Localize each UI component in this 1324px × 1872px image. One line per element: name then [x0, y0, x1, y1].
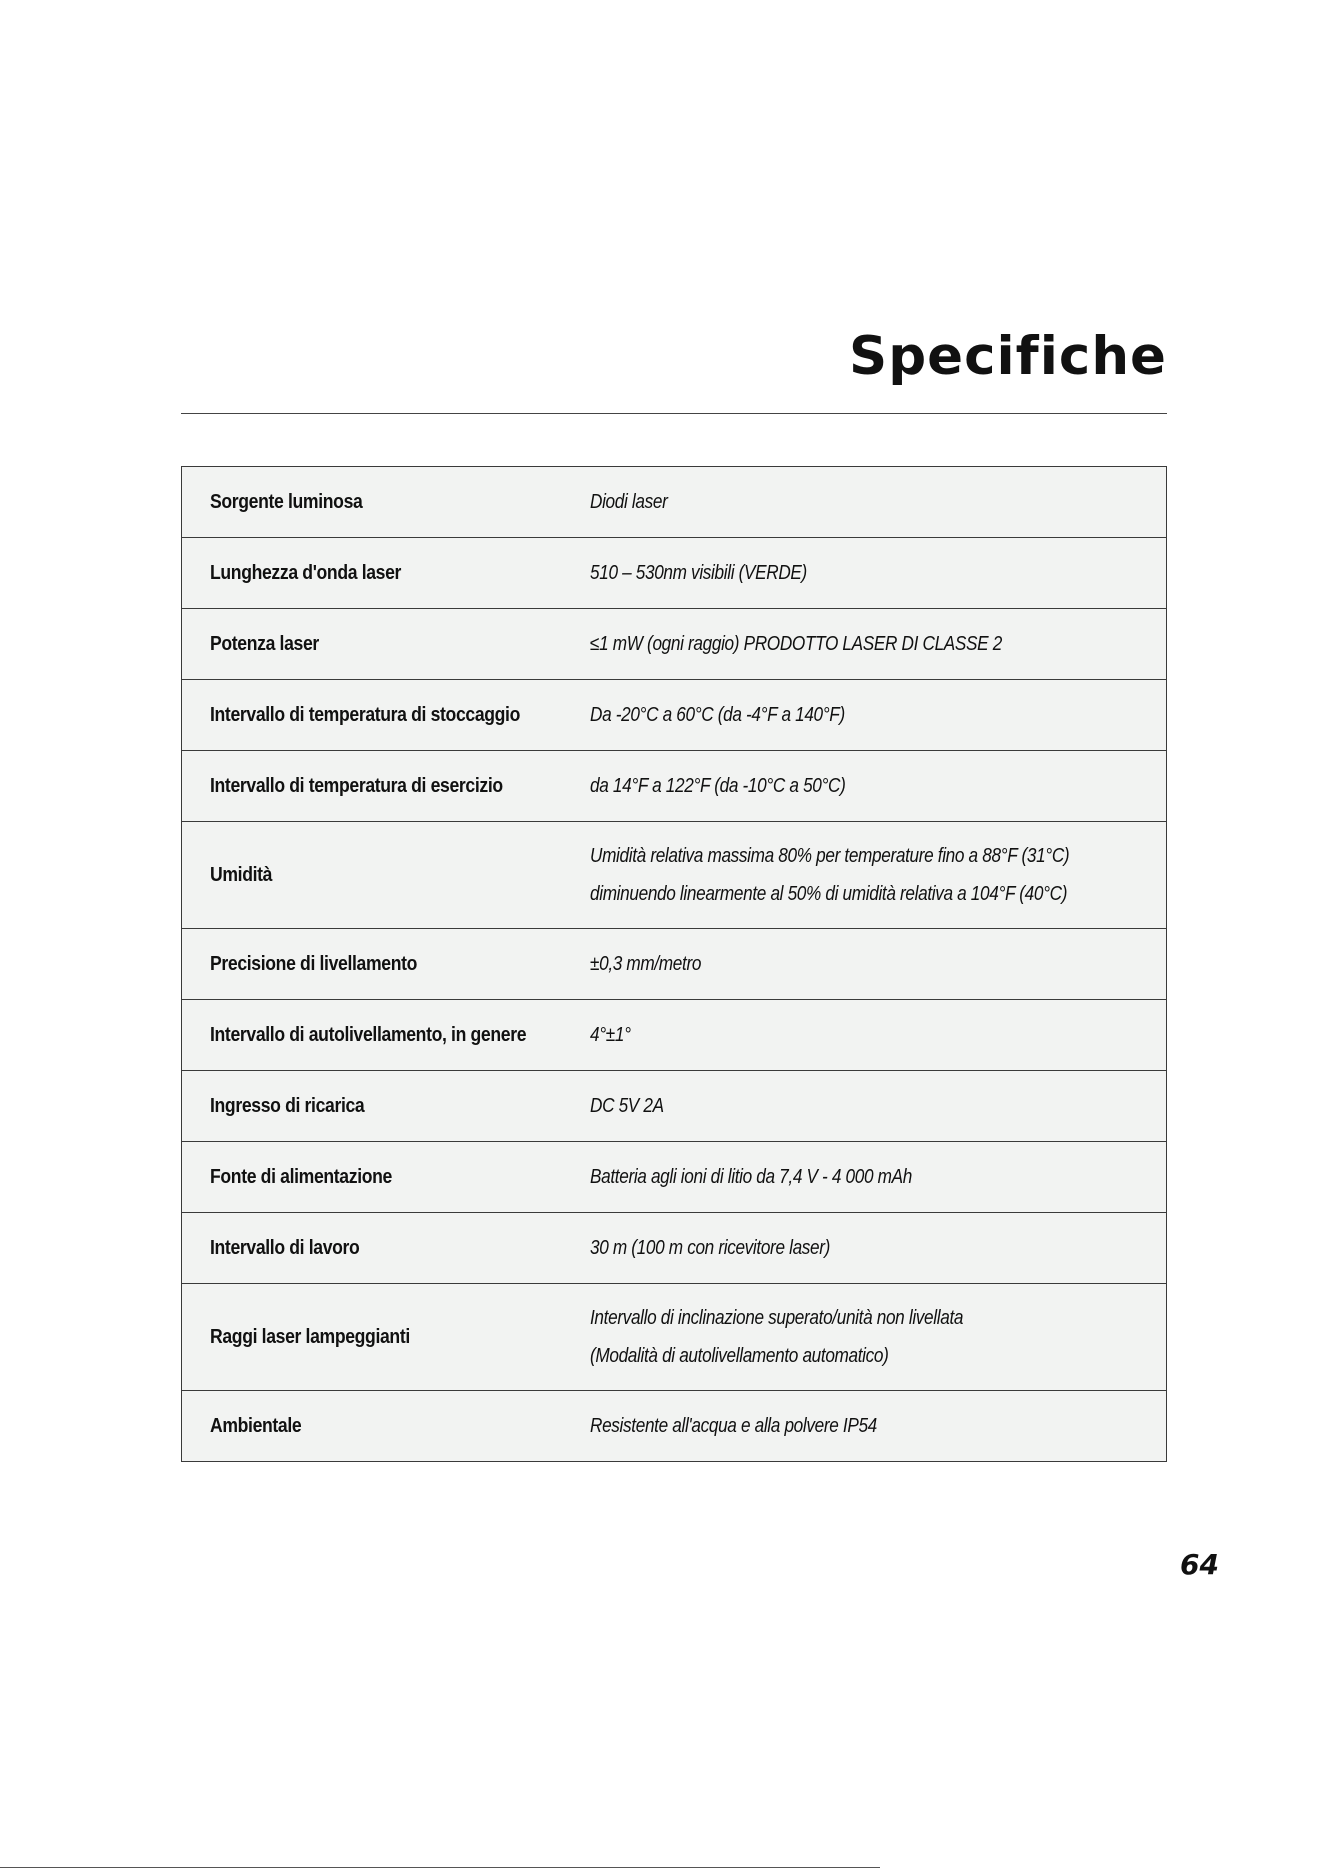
- spec-label-cell: [182, 1391, 591, 1462]
- spec-label: Ingresso di ricarica: [210, 1094, 365, 1117]
- spec-label: Sorgente luminosa: [210, 490, 363, 513]
- spec-label-cell: [182, 538, 591, 609]
- spec-value-line: diminuendo linearmente al 50% di umidità relativa a 104°F (40°C): [590, 883, 1068, 905]
- spec-row: [182, 1000, 1167, 1071]
- spec-row: [182, 1391, 1167, 1462]
- title-divider: [181, 413, 1167, 414]
- spec-label-cell: [182, 467, 591, 538]
- spec-value-cell: [590, 1142, 1167, 1213]
- spec-label: Lunghezza d'onda laser: [210, 561, 402, 584]
- spec-label: Fonte di alimentazione: [210, 1165, 392, 1188]
- spec-label: Precisione di livellamento: [210, 952, 418, 975]
- spec-value-line: Batteria agli ioni di litio da 7,4 V - 4 000 mAh: [590, 1166, 912, 1188]
- spec-value-cell: [590, 1071, 1167, 1142]
- spec-table: [181, 466, 1167, 1462]
- spec-label-cell: [182, 751, 591, 822]
- spec-label-cell: [182, 1000, 591, 1071]
- page-title: Specifiche: [849, 326, 1167, 387]
- spec-row: [182, 538, 1167, 609]
- spec-value-line: ≤1 mW (ogni raggio) PRODOTTO LASER DI CLASSE 2: [590, 633, 1002, 655]
- spec-table-body: [182, 467, 1167, 1462]
- spec-value-cell: [590, 1213, 1167, 1284]
- spec-label-cell: [182, 929, 591, 1000]
- spec-label-cell: [182, 1213, 591, 1284]
- spec-value-cell: [590, 538, 1167, 609]
- spec-value-cell: [590, 1391, 1167, 1462]
- spec-row: [182, 680, 1167, 751]
- spec-label: Umidità: [210, 863, 273, 886]
- spec-label-cell: [182, 822, 591, 929]
- spec-value-line: DC 5V 2A: [590, 1095, 664, 1117]
- spec-label: Intervallo di temperatura di stoccaggio: [210, 703, 520, 726]
- spec-label: Intervallo di autolivellamento, in genere: [210, 1023, 527, 1046]
- spec-value-cell: [590, 822, 1167, 929]
- spec-label: Raggi laser lampeggianti: [210, 1325, 410, 1348]
- spec-label-cell: [182, 609, 591, 680]
- spec-value-cell: [590, 467, 1167, 538]
- spec-value-cell: [590, 680, 1167, 751]
- spec-value-line: Umidità relativa massima 80% per temperature fino a 88°F (31°C): [590, 845, 1070, 867]
- spec-row: [182, 467, 1167, 538]
- spec-row: [182, 1284, 1167, 1391]
- spec-value-line: Resistente all'acqua e alla polvere IP54: [590, 1415, 877, 1437]
- spec-value-line: 30 m (100 m con ricevitore laser): [590, 1237, 831, 1259]
- spec-value-line: Diodi laser: [590, 491, 668, 513]
- spec-value-cell: [590, 1000, 1167, 1071]
- spec-value-cell: [590, 751, 1167, 822]
- page-number: 64: [1180, 1548, 1219, 1581]
- spec-value-line: ±0,3 mm/metro: [590, 953, 702, 975]
- spec-label: Intervallo di lavoro: [210, 1236, 360, 1259]
- spec-label-cell: [182, 1142, 591, 1213]
- spec-row: [182, 822, 1167, 929]
- spec-row: [182, 1213, 1167, 1284]
- spec-value-cell: [590, 929, 1167, 1000]
- spec-row: [182, 1142, 1167, 1213]
- spec-label-cell: [182, 1284, 591, 1391]
- spec-label-cell: [182, 1071, 591, 1142]
- spec-value-line: 4°±1°: [590, 1024, 631, 1046]
- spec-label: Intervallo di temperatura di esercizio: [210, 774, 503, 797]
- spec-value-cell: [590, 609, 1167, 680]
- spec-value-line: Intervallo di inclinazione superato/unità non livellata: [590, 1307, 964, 1329]
- spec-label: Ambientale: [210, 1414, 302, 1437]
- spec-value-line: 510 – 530nm visibili (VERDE): [590, 562, 807, 584]
- spec-label: Potenza laser: [210, 632, 319, 655]
- spec-label-cell: [182, 680, 591, 751]
- spec-value-line: da 14°F a 122°F (da -10°C a 50°C): [590, 775, 846, 797]
- spec-row: [182, 929, 1167, 1000]
- spec-row: [182, 1071, 1167, 1142]
- footer-divider: [0, 1867, 880, 1868]
- spec-row: [182, 751, 1167, 822]
- spec-row: [182, 609, 1167, 680]
- spec-value-cell: [590, 1284, 1167, 1391]
- spec-value-line: Da -20°C a 60°C (da -4°F a 140°F): [590, 704, 845, 726]
- spec-value-line: (Modalità di autolivellamento automatico): [590, 1345, 889, 1367]
